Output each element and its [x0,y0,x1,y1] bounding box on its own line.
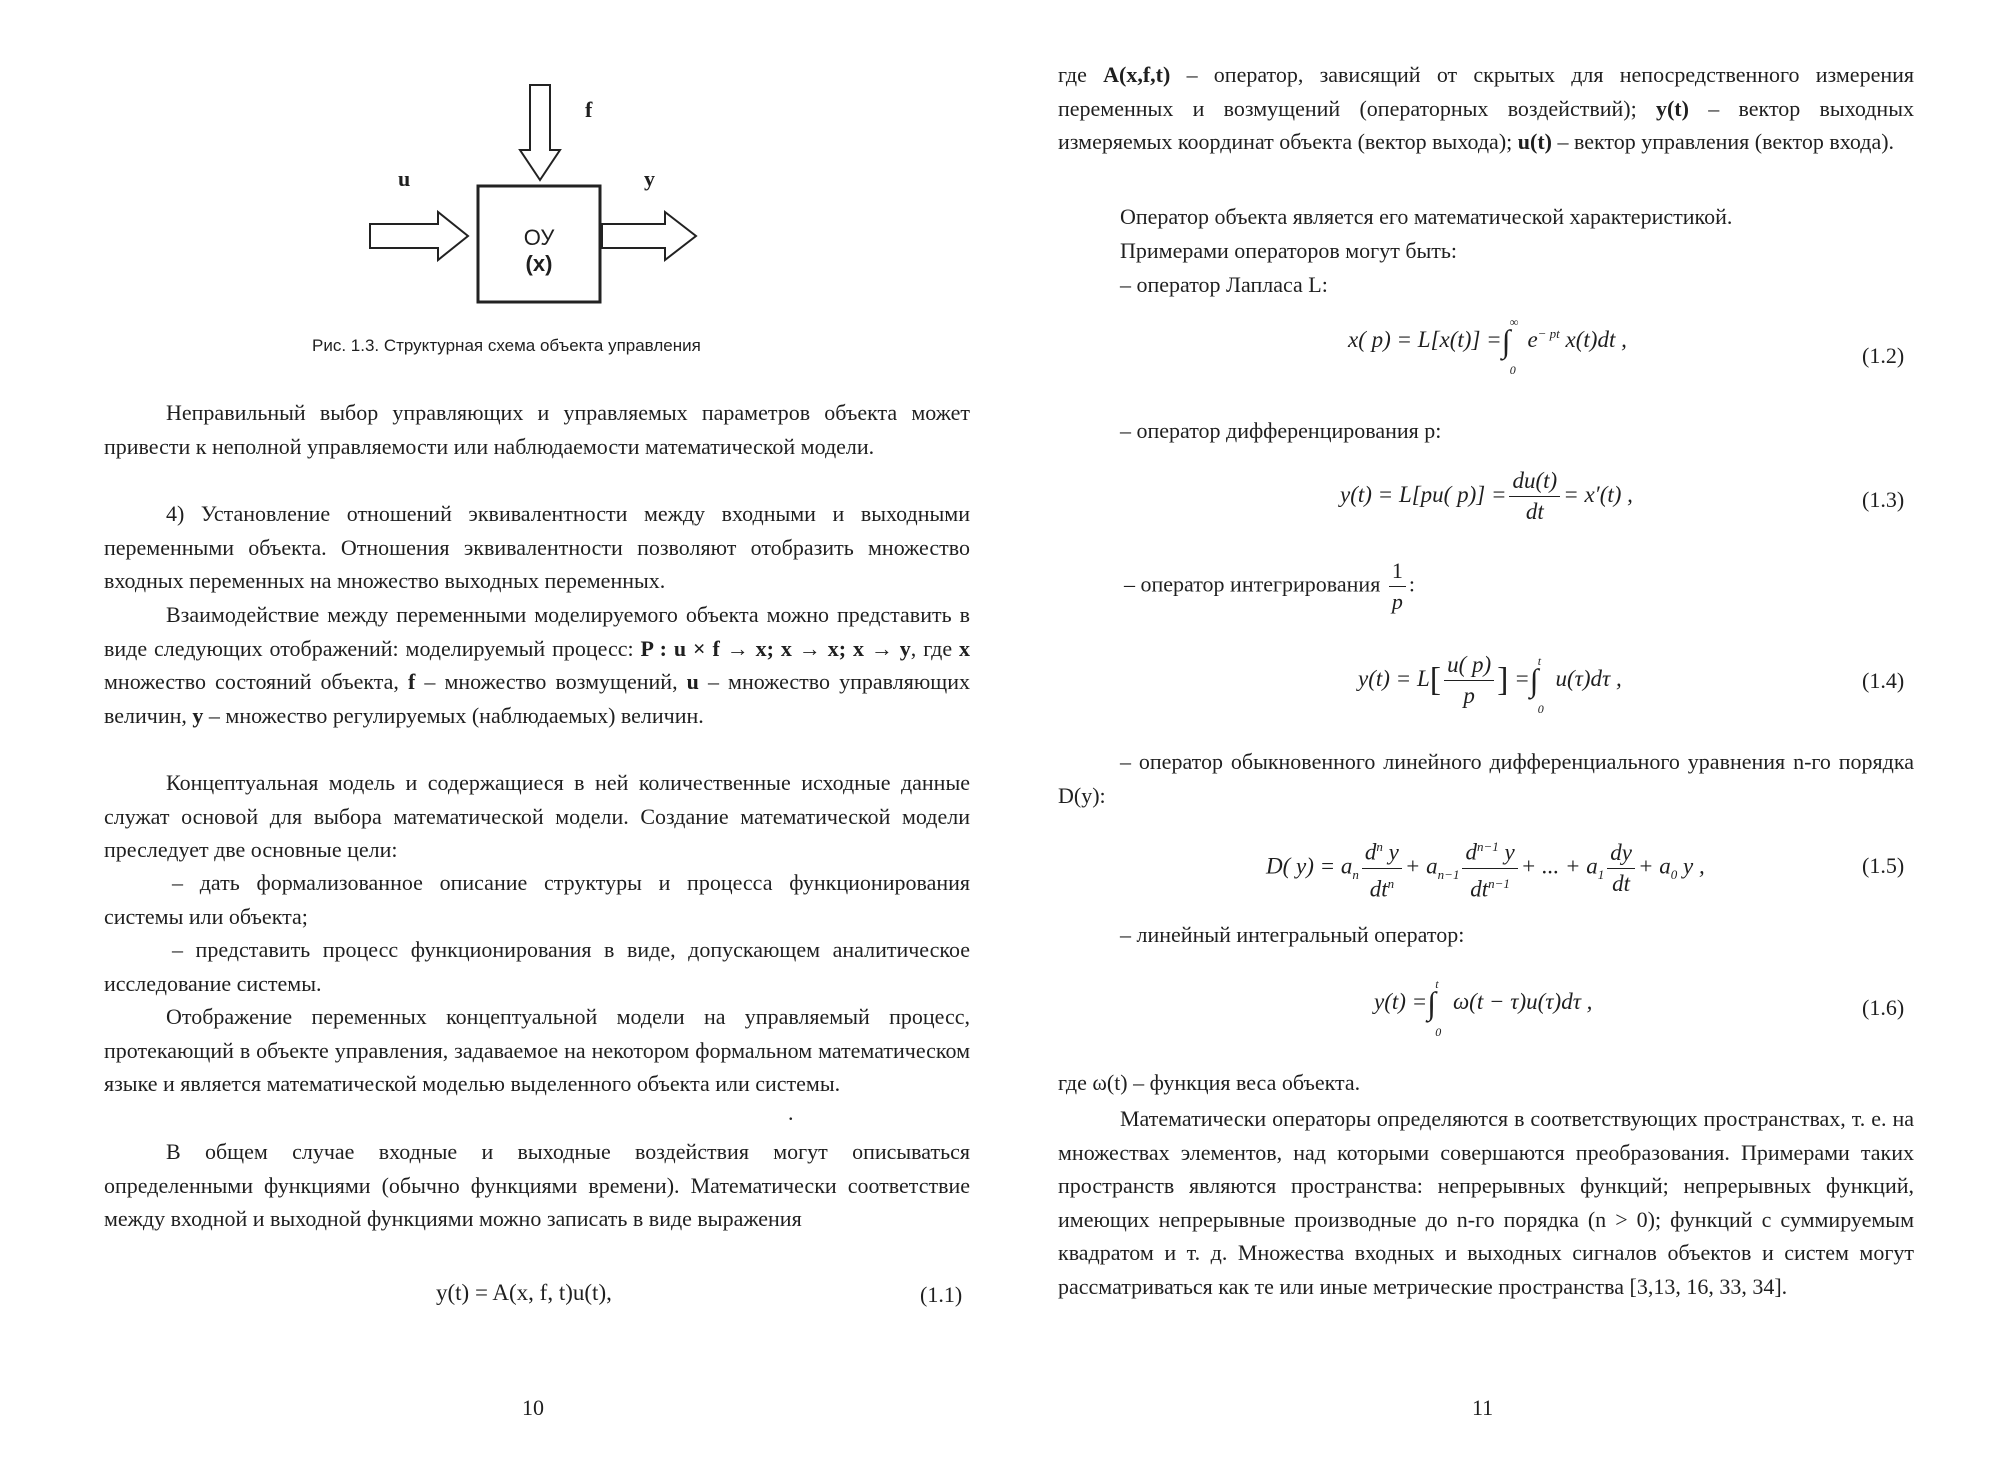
equation-1-5-number: (1.5) [1862,853,1905,878]
paragraph-4: Концептуальная модель и содержащиеся в ней количественные исходные данные служат основой для выбора математической модели. Создание математической модели преследует две основные цели: [104,770,970,862]
equation-1-5: D( $y) = a_n$ $\frac{d^n y}{dt^n}$ + $a_{n-1}$ $\frac{d^{n-1} y}{dt^{n-1}}$ + ... + $a_1$ $\frac{dy}{dt}$ + $a_0$ y , [1266,832,1705,904]
box-label-line1: ОУ [523,225,555,250]
integration-operator-text: – оператор интегрирования $\frac{1}{p}$ : [1124,558,1415,614]
equation-1-6-number: (1.6) [1862,995,1905,1020]
box-label-line2: (x) [525,251,553,276]
y-output-arrow [602,212,696,260]
integral-operator-text: – линейный интегральный оператор: [1120,922,1465,947]
paragraph-1: Неправильный выбор управляющих и управляемых параметров объекта может привести к неполной управляемости или наблюдаемости математической модели. [104,400,970,459]
ode-operator-text: – оператор обыкновенного линейного дифференциального уравнения n-го порядка D(y): [1058,749,1914,808]
paragraph-2: 4) Установление отношений эквивалентности между входными и выходными переменными объекта. Отношения эквивалентности позволяют отобразить множество входных переменных на множество выходных переменных. [104,501,970,593]
page-number-right: 11 [1472,1395,1494,1420]
bullet-1: – дать формализованное описание структуры и процесса функционирования системы или объекта; [104,870,970,929]
label-y: y [644,166,655,191]
structure-diagram [360,80,720,320]
equation-1-6: y(t) =∫ t 0 ω(t − τ)u(τ)dτ , [1374,977,1593,1039]
equation-1-3-number: (1.3) [1862,487,1905,512]
paragraph-examples: Примерами операторов могут быть: [1120,238,1458,263]
equation-1-4-number: (1.4) [1862,668,1905,693]
paragraph-3: Взаимодействие между переменными моделируемого объекта можно представить в виде следующих отображений: моделируемый процесс: P : u × f → x; x → x; x → y, где x множество состояний объекта, f – множество возмущений, u – множество управляющих величин, y – множество регулируемых (наблюдаемых) величин. [104,602,970,728]
equation-1-2-number: (1.2) [1862,343,1905,368]
equation-1-1: y(t) = A(x, f, t)u(t), [436,1280,612,1305]
paragraph-6: В общем случае входные и выходные воздействия могут описываться определенными функциями (обычно функциями времени). Математически соответствие между входной и выходной функциями можно записать в виде выражения [104,1139,970,1231]
u-input-arrow [370,212,468,260]
equation-1-3: y(t) = L[pu( p)] = $\frac{du(t)}{dt}$ = x′(t) , [1340,468,1633,524]
label-u: u [398,166,411,191]
page-number-left: 10 [522,1395,544,1420]
right-page [1000,0,2000,1462]
label-f: f [585,97,593,122]
differentiation-operator-text: – оператор дифференцирования p: [1120,418,1442,443]
paragraph-operator-def: Оператор объекта является его математической характеристикой. [1120,204,1733,229]
equation-1-4: y(t) = L[ $\frac{u( p)}{p}$ ] =∫ t 0 u(τ)dτ , [1358,652,1622,716]
paragraph-5: Отображение переменных концептуальной модели на управляемый процесс, протекающий в объекте управления, задаваемое на некотором формальном математическом языке и является математической моделью выделенного объекта или системы. [104,1004,970,1096]
laplace-operator-text: – оператор Лапласа L: [1120,272,1328,297]
figure-caption: Рис. 1.3. Структурная схема объекта управления [312,336,701,355]
equation-1-1-number: (1.1) [920,1282,963,1307]
box-label [478,225,600,277]
stray-dot: . [788,1100,794,1125]
f-input-arrow [520,85,560,180]
paragraph-spaces: Математически операторы определяются в соответствующих пространствах, т. е. на множествах элементов, над которыми совершаются преобразования. Примерами таких пространств являются пространства: непрерывных функций; непрерывных функций, имеющих непрерывные производные до n-го порядка (n > 0); функций с суммируемым квадратом и т. д. Множества входных и выходных сигналов объектов и систем могут рассматриваться как те или иные метрические пространства [3,13, 16, 33, 34]. [1058,1106,1914,1299]
paragraph-where-A: где A(x,f,t) – оператор, зависящий от скрытых для непосредственного измерения переменных и возмущений (операторных воздействий); y(t) – вектор выходных измеряемых координат объекта (вектор выхода); u(t) – вектор управления (вектор входа). [1058,62,1914,154]
bullet-2: – представить процесс функционирования в виде, допускающем аналитическое исследование системы. [104,937,970,996]
equation-1-2: x( p) = L[x(t)] =∫ ∞ 0 $e^{- pt}$ x(t)dt , [1348,315,1627,377]
weight-function-text: где ω(t) – функция веса объекта. [1058,1070,1361,1095]
